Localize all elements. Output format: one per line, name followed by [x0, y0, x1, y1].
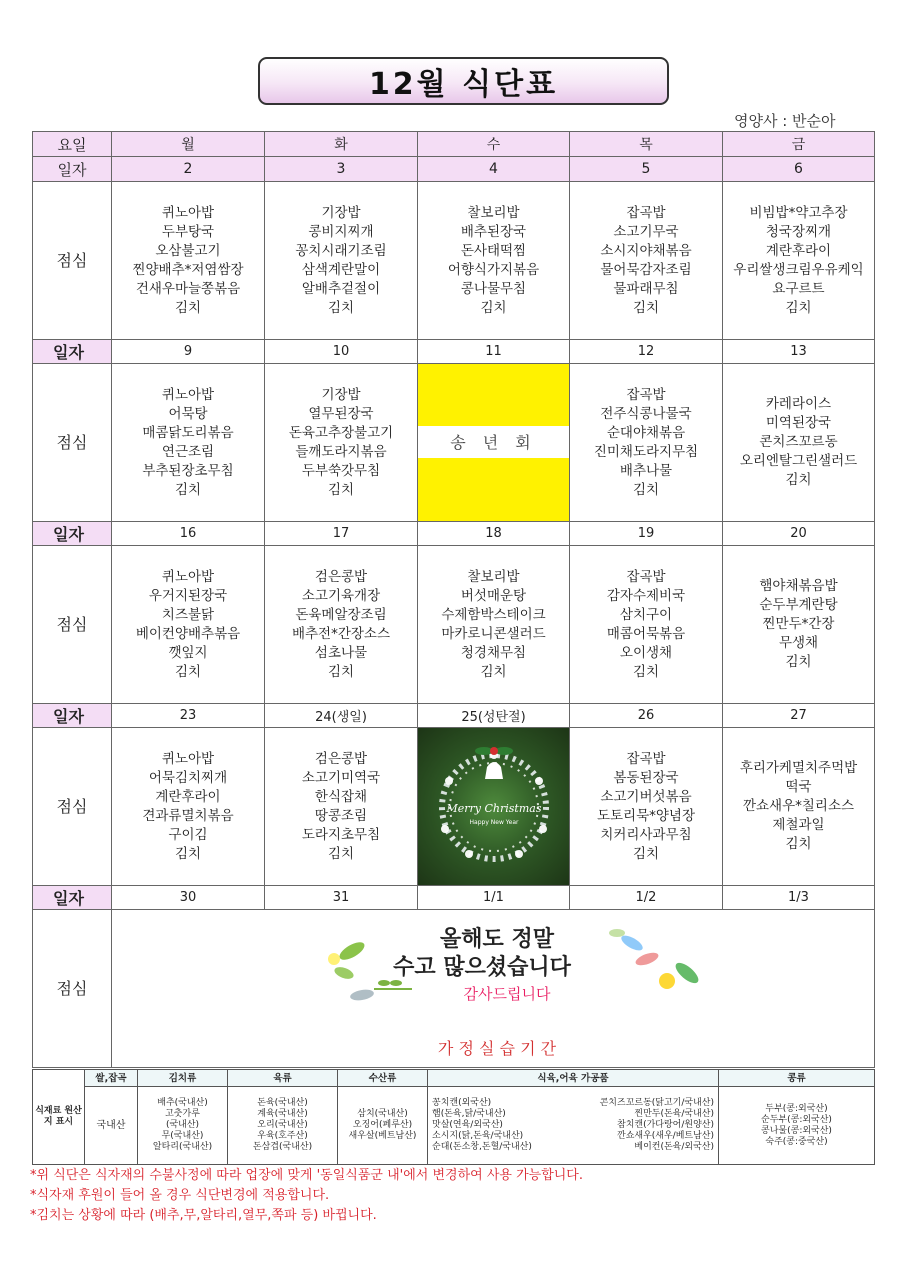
- origin-processed-right: [600, 1098, 714, 1153]
- menu-cell: [418, 182, 570, 340]
- menu-item: 오리엔탈그린샐러드: [739, 453, 858, 469]
- weekday-mon: 월: [112, 132, 265, 157]
- menu-item: 땅콩조림: [314, 807, 368, 824]
- menu-item: 알배추겉절이: [301, 280, 381, 297]
- menu-item: 오삼불고기: [155, 242, 221, 259]
- menu-item: 김치: [632, 845, 660, 862]
- origin-item: 두부(콩:외국산): [765, 1103, 828, 1114]
- menu-item: 오이생채: [619, 644, 673, 661]
- menu-item: 햄야채볶음밥: [759, 578, 838, 594]
- label-lunch: 점심: [33, 182, 112, 340]
- menu-item: 꽁치시래기조림: [295, 242, 387, 259]
- menu-item: 매콤닭도리볶음: [142, 424, 234, 441]
- menu-item: 무생채: [778, 635, 819, 651]
- menu-item: 요구르트: [772, 280, 825, 297]
- date-cell: 4: [418, 157, 570, 182]
- menu-item: 잡곡밥: [626, 568, 666, 585]
- date-cell: 24(생일): [265, 704, 418, 728]
- menu-cell: [265, 728, 418, 886]
- menu-item: 소고기무국: [613, 223, 679, 240]
- date-cell: 19: [570, 522, 723, 546]
- date-cell: 12: [570, 340, 723, 364]
- menu-item: 부추된장초무침: [142, 462, 234, 479]
- menu-item: 돈육고추장불고기: [288, 424, 394, 441]
- label-lunch: 점심: [33, 728, 112, 886]
- origin-item: 순대(돈소창,돈혈/국내산): [432, 1142, 532, 1152]
- menu-cell: [570, 728, 723, 886]
- origin-table: [32, 1069, 875, 1165]
- menu-item: 비빔밥*약고추장: [749, 204, 848, 221]
- date-cell: 31: [265, 886, 418, 910]
- label-date: 일자: [33, 886, 112, 910]
- note-line: *식자재 후원이 들어 올 경우 식단변경에 적용합니다.: [30, 1188, 330, 1203]
- menu-item: 콘치즈꼬르동: [759, 434, 838, 450]
- greeting-line3: 감사드립니다: [463, 985, 551, 1003]
- label-lunch: 점심: [33, 910, 112, 1068]
- menu-item: 기장밥: [321, 386, 361, 403]
- greeting-illustration: [112, 911, 875, 1066]
- menu-cell: [723, 364, 875, 522]
- date-row-week2: [33, 340, 875, 364]
- xmas-text-newyear: Happy New Year: [469, 819, 518, 826]
- date-cell: 6: [723, 157, 875, 182]
- origin-item: 배추(국내산): [157, 1098, 208, 1108]
- year-end-party-cell: [418, 364, 570, 522]
- menu-item: 어묵탕: [168, 405, 208, 422]
- wreath-icon: [419, 729, 569, 884]
- menu-cell: [723, 728, 875, 886]
- menu-item: 건새우마늘쫑볶음: [135, 280, 241, 297]
- origin-item: 숙주(콩:중국산): [765, 1136, 828, 1147]
- label-weekday: 요일: [33, 132, 112, 157]
- date-row-week3: [33, 522, 875, 546]
- label-date: 일자: [33, 522, 112, 546]
- menu-item: 검은콩밥: [314, 750, 368, 767]
- date-cell: 1/2: [570, 886, 723, 910]
- origin-item: 깐쇼새우(새우/베트남산): [617, 1131, 714, 1141]
- menu-item: 김치: [785, 654, 812, 670]
- date-cell: 20: [723, 522, 875, 546]
- origin-meat: [228, 1087, 338, 1165]
- date-row-week4: [33, 704, 875, 728]
- menu-item: 물파래무침: [613, 280, 679, 297]
- label-date: 일자: [33, 340, 112, 364]
- origin-item: 찐만두(돈육/국내산): [634, 1109, 714, 1119]
- note-line: *김치는 상황에 따라 (배추,무,알타리,열무,쪽파 등) 바뀝니다.: [30, 1208, 377, 1223]
- date-cell: 1/3: [723, 886, 875, 910]
- menu-item: 미역된장국: [765, 415, 832, 431]
- menu-item: 삼치구이: [619, 606, 673, 623]
- greeting-line1: 올해도 정말: [440, 926, 554, 952]
- menu-item: 치커리사과무침: [600, 826, 692, 843]
- menu-item: 깐쇼새우*칠리소스: [742, 798, 855, 814]
- origin-header: 콩류: [719, 1070, 875, 1087]
- date-cell: 26: [570, 704, 723, 728]
- menu-table: [32, 131, 875, 1068]
- origin-item: 콘치즈꼬르동(닭고기/국내산): [599, 1098, 714, 1108]
- christmas-wreath-image: [418, 728, 570, 886]
- label-date: 일자: [33, 157, 112, 182]
- menu-item: 배추된장국: [460, 223, 527, 240]
- date-row-week1: [33, 157, 875, 182]
- menu-item: 김치: [632, 663, 660, 680]
- menu-item: 찰보리밥: [467, 568, 520, 585]
- date-cell: 16: [112, 522, 265, 546]
- weekday-fri: 금: [723, 132, 875, 157]
- xmas-text-merry: Merry Christmas: [446, 802, 541, 815]
- menu-item: 마카로니콘샐러드: [441, 625, 546, 642]
- origin-item: 맛살(연육/외국산): [432, 1120, 503, 1130]
- weekday-thu: 목: [570, 132, 723, 157]
- menu-cell: [723, 546, 875, 704]
- menu-item: 김치: [174, 663, 202, 680]
- origin-item: 무(국내산): [161, 1131, 204, 1141]
- weekday-wed: 수: [418, 132, 570, 157]
- label-lunch: 점심: [33, 364, 112, 522]
- origin-item: 오징어(페루산): [352, 1120, 413, 1130]
- date-cell: 27: [723, 704, 875, 728]
- origin-item: 오리(국내산): [257, 1120, 308, 1130]
- date-cell: 30: [112, 886, 265, 910]
- lunch-row-week2: [33, 364, 875, 522]
- origin-header: 쌀,잡곡: [85, 1070, 138, 1087]
- menu-item: 김치: [632, 481, 660, 498]
- menu-item: 김치: [785, 299, 812, 316]
- weekday-tue: 화: [265, 132, 418, 157]
- date-cell: 17: [265, 522, 418, 546]
- menu-cell: [570, 182, 723, 340]
- menu-item: 떡국: [785, 779, 812, 795]
- menu-item: 구이김: [168, 826, 208, 843]
- home-study-period: 가 정 실 습 기 간: [437, 1039, 557, 1058]
- origin-item: 삼치(국내산): [357, 1109, 408, 1119]
- lunch-row-week5: [33, 910, 875, 1068]
- menu-item: 퀴노아밥: [161, 386, 215, 403]
- menu-item: 김치: [480, 299, 507, 316]
- menu-item: 도라지초무침: [301, 826, 381, 843]
- origin-item: 햄(돈육,닭/국내산): [432, 1109, 506, 1119]
- date-cell: 3: [265, 157, 418, 182]
- menu-item: 깻잎지: [168, 644, 208, 661]
- origin-item: 콩나물(콩:외국산): [761, 1125, 832, 1136]
- date-cell: 13: [723, 340, 875, 364]
- menu-item: 섬초나물: [314, 644, 368, 661]
- menu-item: 김치: [174, 299, 202, 316]
- menu-item: 순대야채볶음: [606, 424, 686, 441]
- menu-item: 김치: [174, 845, 202, 862]
- menu-item: 제철과일: [772, 817, 825, 833]
- origin-row-label: 식재료 원산지 표시: [33, 1070, 85, 1165]
- origin-kimchi: [138, 1087, 228, 1165]
- menu-item: 들깨도라지볶음: [295, 443, 387, 460]
- menu-item: 삼색계란말이: [301, 261, 381, 278]
- menu-item: 김치: [327, 299, 355, 316]
- menu-cell: [265, 546, 418, 704]
- notes: [30, 1166, 583, 1226]
- menu-cell: [265, 364, 418, 522]
- origin-item: 돈육(국내산): [257, 1098, 308, 1108]
- menu-item: 김치: [327, 481, 355, 498]
- menu-cell: [265, 182, 418, 340]
- origin-header: 육류: [228, 1070, 338, 1087]
- menu-item: 매콤어묵볶음: [606, 625, 686, 642]
- menu-item: 소고기미역국: [301, 769, 381, 786]
- menu-item: 감자수제비국: [606, 587, 686, 604]
- menu-item: 퀴노아밥: [161, 204, 215, 221]
- menu-item: 물어묵감자조림: [600, 261, 692, 278]
- menu-item: 콩비지찌개: [308, 223, 374, 240]
- menu-item: 베이컨양배추볶음: [135, 625, 241, 642]
- menu-cell: [570, 546, 723, 704]
- lunch-row-week3: [33, 546, 875, 704]
- menu-item: 찰보리밥: [467, 204, 520, 221]
- menu-item: 잡곡밥: [626, 750, 666, 767]
- menu-cell: [570, 364, 723, 522]
- date-cell: 23: [112, 704, 265, 728]
- page-title: 12월 식단표: [258, 57, 669, 105]
- menu-item: 퀴노아밥: [161, 568, 215, 585]
- nutritionist-label: 영양사 : 반순아: [734, 112, 836, 130]
- origin-seafood: [338, 1087, 428, 1165]
- menu-item: 버섯매운탕: [460, 587, 527, 604]
- origin-item: 알타리(국내산): [152, 1142, 213, 1152]
- origin-item: 소시지(닭,돈육/국내산): [432, 1131, 524, 1141]
- menu-item: 배추전*간장소스: [291, 625, 391, 642]
- menu-item: 김치: [327, 663, 355, 680]
- menu-item: 김치: [174, 481, 202, 498]
- menu-item: 한식잡채: [314, 788, 368, 805]
- menu-item: 잡곡밥: [626, 386, 666, 403]
- menu-item: 콩나물무침: [460, 280, 527, 297]
- menu-item: 도토리묵*양념장: [596, 807, 696, 824]
- origin-item: 돈삼겹(국내산): [252, 1142, 313, 1152]
- menu-item: 어향식가지볶음: [447, 261, 540, 278]
- menu-item: 치즈불닭: [161, 606, 215, 623]
- origin-item: 베이컨(돈육/외국산): [634, 1142, 714, 1152]
- menu-item: 청국장찌개: [765, 223, 832, 240]
- origin-item: 순두부(콩:외국산): [761, 1114, 832, 1125]
- menu-item: 잡곡밥: [626, 204, 666, 221]
- date-cell: 18: [418, 522, 570, 546]
- origin-header: 수산류: [338, 1070, 428, 1087]
- menu-item: 돈사태떡찜: [460, 242, 527, 259]
- origin-item: 참치캔(가다랑어/원양산): [617, 1120, 714, 1130]
- origin-item: 새우살(베트남산): [348, 1131, 417, 1141]
- menu-item: 찐양배추*저염쌈장: [132, 261, 244, 278]
- note-line: *위 식단은 식자재의 수불사정에 따라 업장에 맞게 '동일식품군 내'에서 변경하여 사용 가능합니다.: [30, 1168, 583, 1183]
- menu-item: 진미채도라지무침: [593, 443, 699, 460]
- label-lunch: 점심: [33, 546, 112, 704]
- date-cell: 5: [570, 157, 723, 182]
- date-row-week5: [33, 886, 875, 910]
- label-date: 일자: [33, 704, 112, 728]
- origin-header: 식육,어육 가공품: [428, 1070, 719, 1087]
- lunch-row-week1: [33, 182, 875, 340]
- menu-item: 찐만두*간장: [762, 616, 835, 632]
- menu-item: 어묵김치찌개: [148, 769, 228, 786]
- menu-item: 전주식콩나물국: [600, 405, 692, 422]
- menu-item: 소시지야채볶음: [600, 242, 692, 259]
- menu-item: 소고기버섯볶음: [600, 788, 692, 805]
- menu-item: 우거지된장국: [148, 587, 228, 604]
- menu-item: 우리쌀생크림우유케익: [733, 261, 864, 278]
- lunch-row-week4: [33, 728, 875, 886]
- weekday-row: [33, 132, 875, 157]
- menu-item: 견과류멸치볶음: [142, 807, 234, 824]
- menu-item: 계란후라이: [765, 242, 832, 259]
- menu-item: 열무된장국: [308, 405, 374, 422]
- greeting-line2: 수고 많으셨습니다: [393, 954, 571, 980]
- menu-item: 김치: [327, 845, 355, 862]
- menu-item: 퀴노아밥: [161, 750, 215, 767]
- menu-cell: [112, 364, 265, 522]
- origin-header: 김치류: [138, 1070, 228, 1087]
- origin-item: 꽁치캔(외국산): [432, 1098, 492, 1108]
- date-cell: 1/1: [418, 886, 570, 910]
- menu-cell: [112, 546, 265, 704]
- menu-cell: [418, 546, 570, 704]
- menu-item: 소고기육개장: [301, 587, 381, 604]
- origin-item: (국내산): [165, 1120, 200, 1130]
- origin-processed: [428, 1087, 719, 1165]
- date-cell: 9: [112, 340, 265, 364]
- menu-item: 연근조림: [161, 443, 215, 460]
- origin-item: 고춧가루: [165, 1109, 200, 1119]
- menu-cell: [112, 182, 265, 340]
- menu-item: 수제함박스테이크: [441, 606, 546, 623]
- menu-item: 두부탕국: [161, 223, 215, 240]
- menu-item: 김치: [785, 836, 812, 852]
- menu-item: 검은콩밥: [314, 568, 368, 585]
- menu-cell: [112, 728, 265, 886]
- origin-processed-left: [432, 1098, 532, 1153]
- date-cell: 2: [112, 157, 265, 182]
- menu-item: 김치: [480, 663, 507, 680]
- menu-item: 후리가케멸치주먹밥: [739, 760, 858, 776]
- menu-item: 순두부계란탕: [759, 597, 838, 613]
- menu-item: 김치: [632, 299, 660, 316]
- year-end-party-label: 송 년 회: [418, 426, 569, 458]
- menu-item: 계란후라이: [155, 788, 221, 805]
- origin-rice: 국내산: [85, 1087, 138, 1165]
- menu-item: 기장밥: [321, 204, 361, 221]
- menu-item: 봄동된장국: [613, 769, 679, 786]
- date-cell: 11: [418, 340, 570, 364]
- origin-item: 계육(국내산): [257, 1109, 308, 1119]
- greeting-cell: [112, 910, 875, 1068]
- origin-beans: [719, 1087, 875, 1165]
- menu-item: 두부쑥갓무침: [301, 462, 381, 479]
- menu-item: 카레라이스: [765, 396, 832, 412]
- origin-item: 우육(호주산): [257, 1131, 308, 1141]
- menu-item: 돈육메알장조림: [295, 606, 387, 623]
- menu-item: 배추나물: [619, 462, 673, 479]
- date-cell: 25(성탄절): [418, 704, 570, 728]
- menu-item: 청경채무침: [460, 644, 527, 661]
- date-cell: 10: [265, 340, 418, 364]
- menu-cell: [723, 182, 875, 340]
- menu-item: 김치: [785, 472, 812, 488]
